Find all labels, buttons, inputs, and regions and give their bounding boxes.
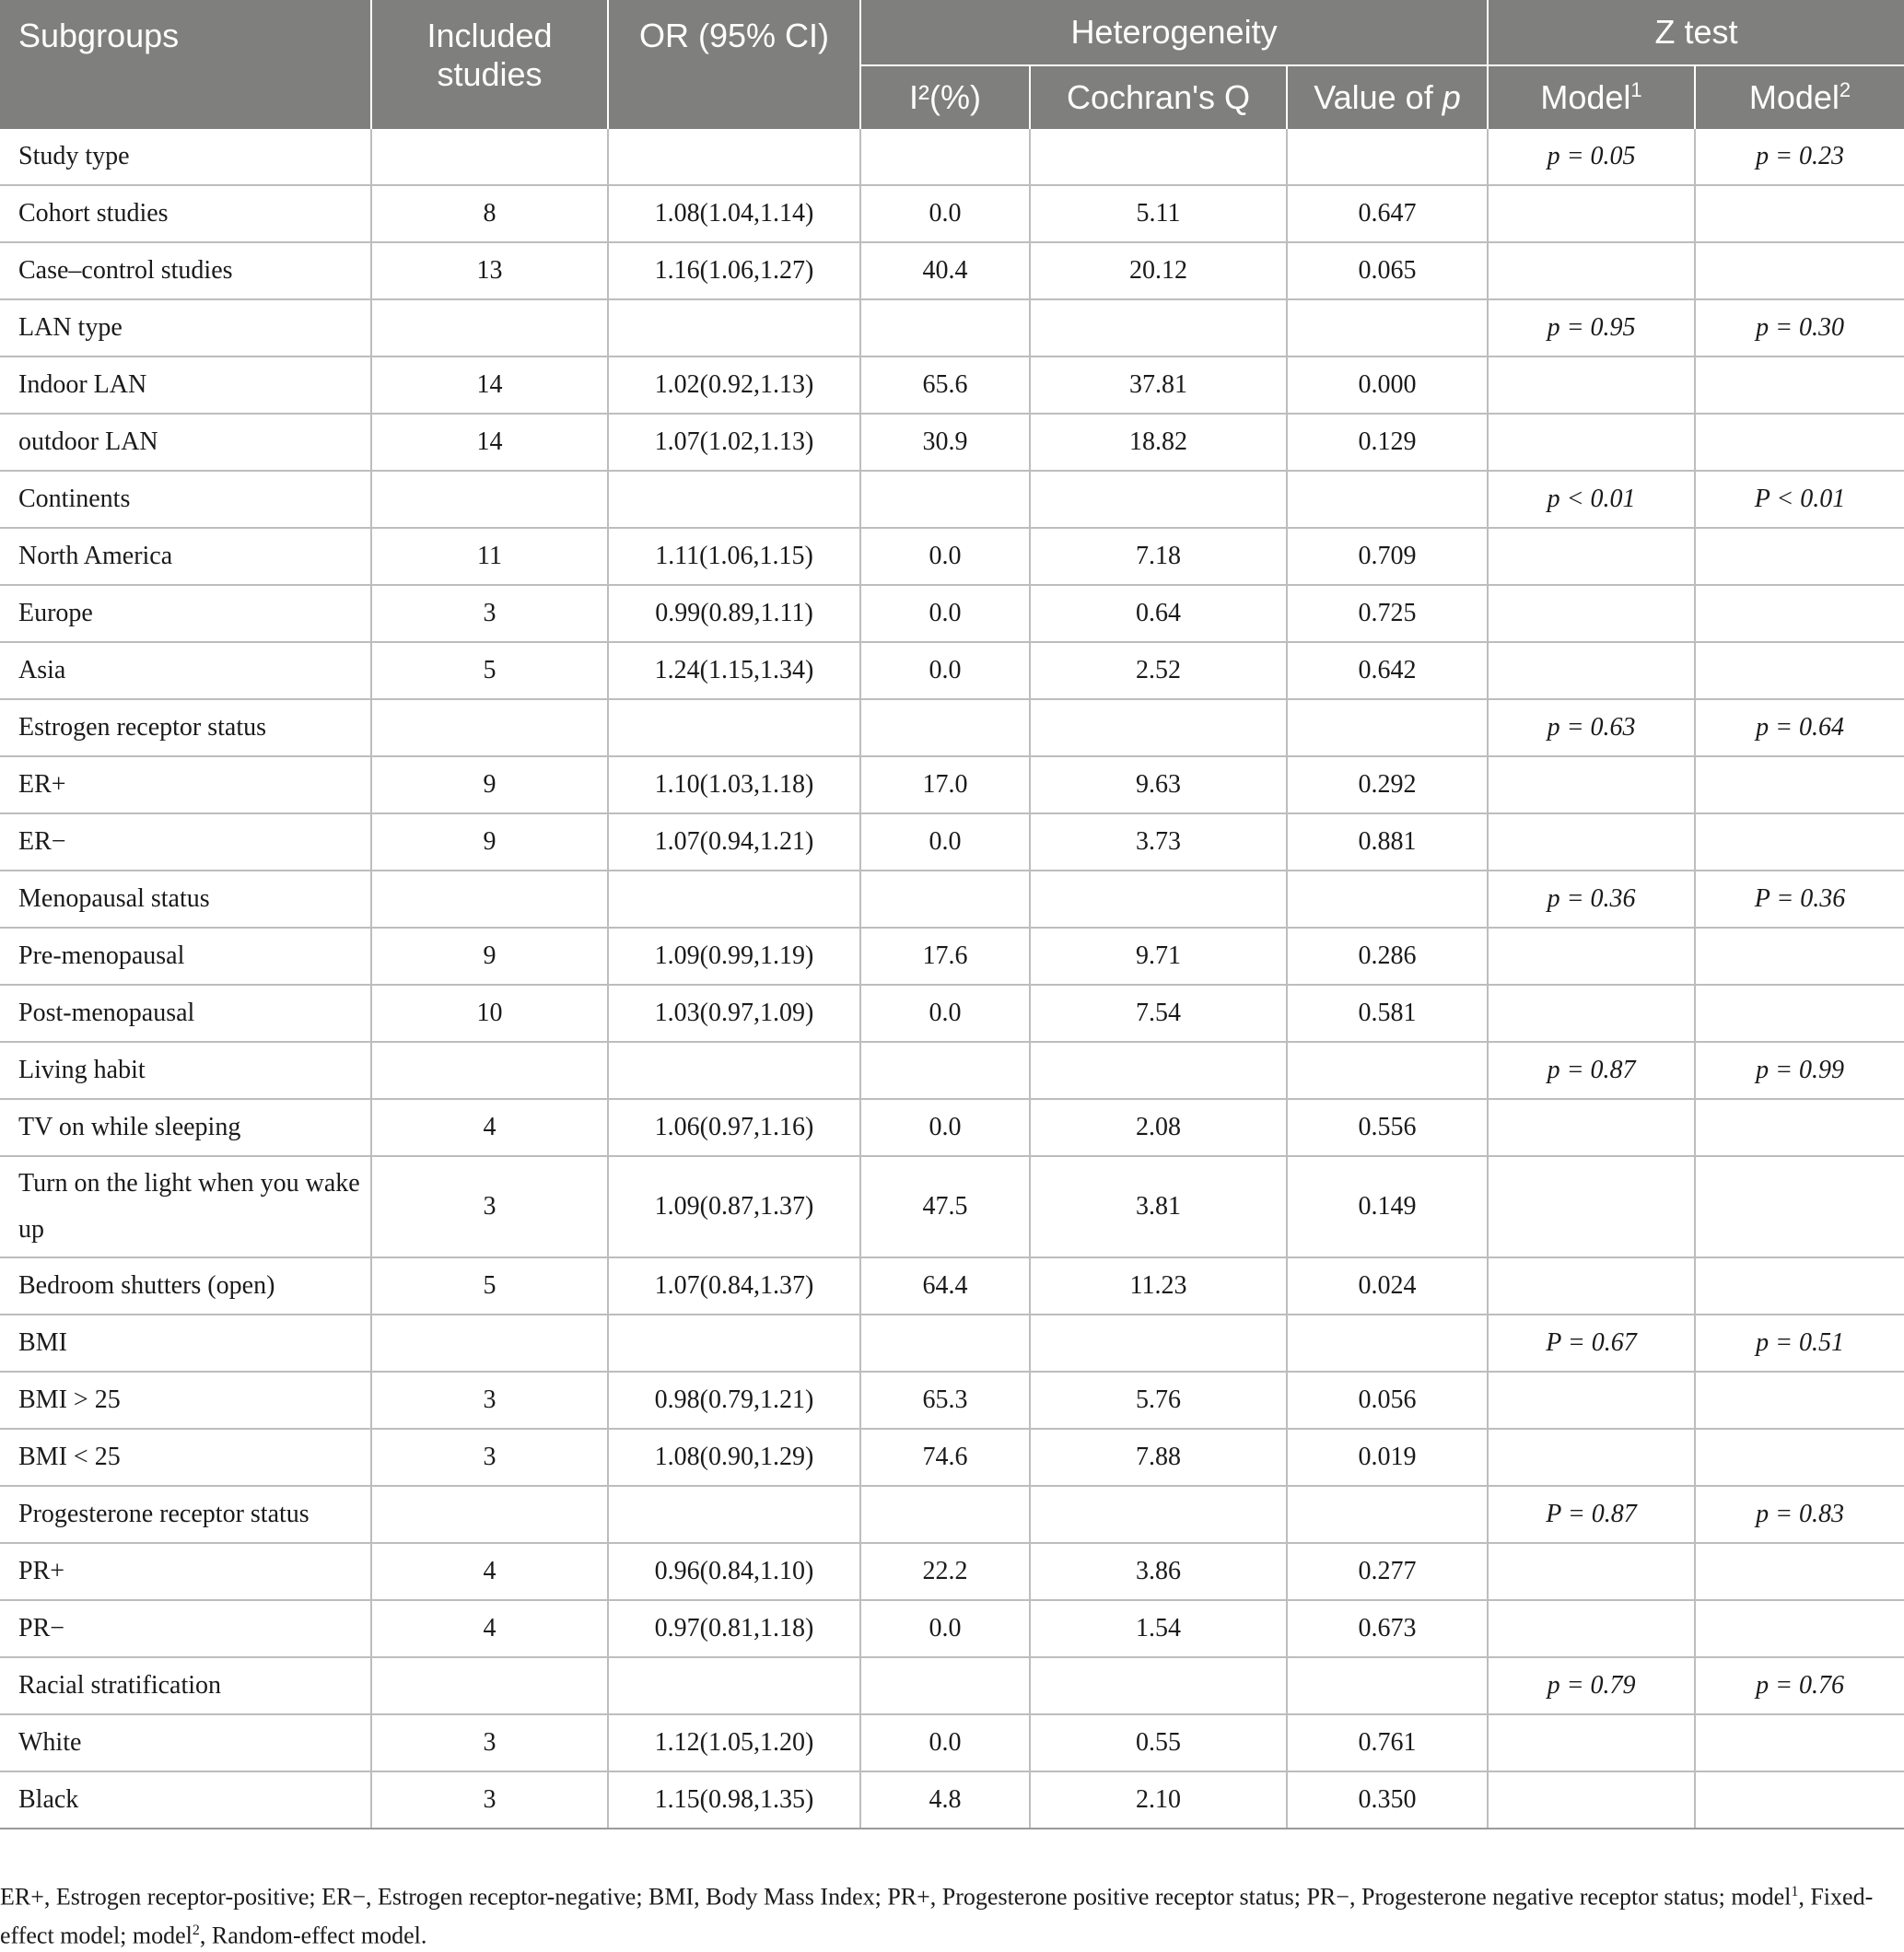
cell-z-model-1: P = 0.87: [1488, 1486, 1695, 1543]
cell-or-ci: 1.07(1.02,1.13): [608, 414, 860, 471]
cell-cochrans-q: 9.63: [1030, 756, 1287, 813]
table-row: [0, 299, 1904, 357]
cell-cochrans-q: 3.86: [1030, 1543, 1287, 1600]
table-row: [0, 928, 1904, 985]
cell-cochrans-q: 2.08: [1030, 1099, 1287, 1156]
cell-cochrans-q: 37.81: [1030, 357, 1287, 414]
table-row: [0, 1429, 1904, 1486]
cell-z-model-2: [1695, 1156, 1904, 1257]
cell-included-studies: 3: [371, 1372, 608, 1429]
table-row: [0, 1315, 1904, 1372]
cell-p-value: [1287, 471, 1488, 528]
cell-p-value: 0.000: [1287, 357, 1488, 414]
table-row: [0, 1486, 1904, 1543]
cell-or-ci: 1.16(1.06,1.27): [608, 242, 860, 299]
cell-z-model-1: p = 0.36: [1488, 871, 1695, 928]
cell-p-value: [1287, 299, 1488, 357]
table-row: [0, 129, 1904, 185]
cell-included-studies: 14: [371, 357, 608, 414]
cell-p-value: [1287, 1486, 1488, 1543]
cell-or-ci: 0.97(0.81,1.18): [608, 1600, 860, 1657]
cell-p-value: 0.277: [1287, 1543, 1488, 1600]
cell-or-ci: 1.08(1.04,1.14): [608, 185, 860, 242]
header-or-ci: OR (95% CI): [608, 0, 860, 129]
cell-p-value: [1287, 1042, 1488, 1099]
cell-p-value: 0.149: [1287, 1156, 1488, 1257]
cell-cochrans-q: [1030, 871, 1287, 928]
cell-included-studies: [371, 1486, 608, 1543]
cell-z-model-1: P = 0.67: [1488, 1315, 1695, 1372]
cell-i2: [860, 1042, 1030, 1099]
cell-subgroup: TV on while sleeping: [0, 1099, 371, 1156]
cell-z-model-2: p = 0.23: [1695, 129, 1904, 185]
cell-or-ci: [608, 1657, 860, 1714]
cell-subgroup: Study type: [0, 129, 371, 185]
cell-i2: 0.0: [860, 813, 1030, 871]
cell-z-model-1: p = 0.79: [1488, 1657, 1695, 1714]
cell-or-ci: [608, 871, 860, 928]
cell-or-ci: [608, 1315, 860, 1372]
cell-or-ci: 1.24(1.15,1.34): [608, 642, 860, 699]
cell-z-model-2: p = 0.76: [1695, 1657, 1904, 1714]
cell-included-studies: 5: [371, 642, 608, 699]
header-model-1-text: Model: [1540, 78, 1631, 116]
cell-included-studies: 4: [371, 1543, 608, 1600]
cell-z-model-2: [1695, 1257, 1904, 1315]
cell-included-studies: [371, 1042, 608, 1099]
cell-p-value: [1287, 129, 1488, 185]
cell-i2: 47.5: [860, 1156, 1030, 1257]
table-row: [0, 1156, 1904, 1257]
cell-z-model-2: p = 0.51: [1695, 1315, 1904, 1372]
cell-subgroup: outdoor LAN: [0, 414, 371, 471]
cell-z-model-2: [1695, 414, 1904, 471]
cell-cochrans-q: [1030, 299, 1287, 357]
cell-subgroup: Living habit: [0, 1042, 371, 1099]
cell-cochrans-q: [1030, 1657, 1287, 1714]
cell-subgroup: Progesterone receptor status: [0, 1486, 371, 1543]
cell-p-value: 0.129: [1287, 414, 1488, 471]
cell-included-studies: 3: [371, 1714, 608, 1771]
cell-z-model-1: [1488, 1257, 1695, 1315]
cell-p-value: [1287, 699, 1488, 756]
cell-included-studies: 3: [371, 1156, 608, 1257]
cell-cochrans-q: 0.55: [1030, 1714, 1287, 1771]
cell-subgroup: Indoor LAN: [0, 357, 371, 414]
cell-subgroup: Europe: [0, 585, 371, 642]
cell-cochrans-q: 7.54: [1030, 985, 1287, 1042]
cell-z-model-2: [1695, 1543, 1904, 1600]
cell-p-value: 0.350: [1287, 1771, 1488, 1829]
cell-i2: 64.4: [860, 1257, 1030, 1315]
cell-z-model-2: [1695, 1099, 1904, 1156]
cell-or-ci: 0.96(0.84,1.10): [608, 1543, 860, 1600]
cell-or-ci: [608, 1486, 860, 1543]
cell-z-model-1: [1488, 928, 1695, 985]
cell-or-ci: 1.03(0.97,1.09): [608, 985, 860, 1042]
cell-cochrans-q: 20.12: [1030, 242, 1287, 299]
cell-cochrans-q: 18.82: [1030, 414, 1287, 471]
cell-z-model-1: p = 0.05: [1488, 129, 1695, 185]
cell-or-ci: 0.99(0.89,1.11): [608, 585, 860, 642]
cell-or-ci: [608, 129, 860, 185]
cell-z-model-1: [1488, 585, 1695, 642]
cell-i2: [860, 1657, 1030, 1714]
cell-p-value: 0.024: [1287, 1257, 1488, 1315]
cell-z-model-2: P = 0.36: [1695, 871, 1904, 928]
cell-z-model-2: p = 0.64: [1695, 699, 1904, 756]
cell-i2: 65.6: [860, 357, 1030, 414]
cell-or-ci: 1.09(0.87,1.37): [608, 1156, 860, 1257]
cell-cochrans-q: 7.18: [1030, 528, 1287, 585]
cell-i2: 0.0: [860, 528, 1030, 585]
cell-subgroup: PR+: [0, 1543, 371, 1600]
cell-subgroup: White: [0, 1714, 371, 1771]
footnote-part3: , Random-effect model.: [199, 1922, 427, 1949]
table-row: [0, 1600, 1904, 1657]
cell-i2: [860, 471, 1030, 528]
footnote-sup1: 1: [1791, 1884, 1799, 1899]
table-row: [0, 1543, 1904, 1600]
header-heterogeneity: Heterogeneity: [860, 0, 1488, 65]
cell-or-ci: 1.10(1.03,1.18): [608, 756, 860, 813]
cell-subgroup: North America: [0, 528, 371, 585]
cell-z-model-1: [1488, 1372, 1695, 1429]
cell-p-value: 0.292: [1287, 756, 1488, 813]
table-row: [0, 699, 1904, 756]
cell-z-model-1: p = 0.95: [1488, 299, 1695, 357]
cell-z-model-1: p = 0.87: [1488, 1042, 1695, 1099]
cell-subgroup: BMI: [0, 1315, 371, 1372]
cell-or-ci: 1.11(1.06,1.15): [608, 528, 860, 585]
cell-i2: [860, 129, 1030, 185]
cell-included-studies: 8: [371, 185, 608, 242]
table-row: [0, 813, 1904, 871]
cell-included-studies: 14: [371, 414, 608, 471]
table-row: [0, 185, 1904, 242]
table-row: [0, 756, 1904, 813]
cell-p-value: 0.761: [1287, 1714, 1488, 1771]
cell-z-model-1: [1488, 985, 1695, 1042]
cell-subgroup: Menopausal status: [0, 871, 371, 928]
cell-subgroup: LAN type: [0, 299, 371, 357]
cell-subgroup: Pre-menopausal: [0, 928, 371, 985]
cell-included-studies: 10: [371, 985, 608, 1042]
cell-included-studies: 9: [371, 756, 608, 813]
cell-z-model-1: [1488, 1543, 1695, 1600]
cell-i2: [860, 299, 1030, 357]
cell-p-value: 0.881: [1287, 813, 1488, 871]
table-row: [0, 642, 1904, 699]
cell-z-model-2: [1695, 357, 1904, 414]
cell-z-model-2: [1695, 185, 1904, 242]
cell-z-model-2: p = 0.30: [1695, 299, 1904, 357]
cell-z-model-2: [1695, 756, 1904, 813]
cell-i2: 0.0: [860, 1600, 1030, 1657]
cell-subgroup: Post-menopausal: [0, 985, 371, 1042]
cell-z-model-1: p < 0.01: [1488, 471, 1695, 528]
cell-z-model-2: P < 0.01: [1695, 471, 1904, 528]
cell-included-studies: [371, 471, 608, 528]
table-footnote: [0, 1876, 1898, 1952]
cell-or-ci: [608, 299, 860, 357]
cell-p-value: [1287, 1315, 1488, 1372]
cell-or-ci: 1.12(1.05,1.20): [608, 1714, 860, 1771]
cell-included-studies: 4: [371, 1099, 608, 1156]
cell-z-model-1: [1488, 242, 1695, 299]
table-body: [0, 129, 1904, 1829]
cell-included-studies: 9: [371, 813, 608, 871]
cell-subgroup: Asia: [0, 642, 371, 699]
table-row: [0, 528, 1904, 585]
cell-i2: 30.9: [860, 414, 1030, 471]
cell-included-studies: 4: [371, 1600, 608, 1657]
cell-p-value: 0.709: [1287, 528, 1488, 585]
cell-cochrans-q: 5.11: [1030, 185, 1287, 242]
cell-z-model-2: p = 0.99: [1695, 1042, 1904, 1099]
cell-cochrans-q: [1030, 1486, 1287, 1543]
cell-subgroup: ER−: [0, 813, 371, 871]
cell-p-value: 0.647: [1287, 185, 1488, 242]
cell-cochrans-q: 1.54: [1030, 1600, 1287, 1657]
cell-p-value: [1287, 1657, 1488, 1714]
cell-z-model-1: [1488, 185, 1695, 242]
cell-z-model-1: [1488, 1429, 1695, 1486]
cell-or-ci: 1.07(0.94,1.21): [608, 813, 860, 871]
table-row: [0, 1257, 1904, 1315]
header-z-test: Z test: [1488, 0, 1904, 65]
header-p-italic: p: [1442, 78, 1461, 116]
cell-z-model-2: [1695, 585, 1904, 642]
cell-included-studies: 3: [371, 1771, 608, 1829]
cell-cochrans-q: 3.81: [1030, 1156, 1287, 1257]
cell-included-studies: 11: [371, 528, 608, 585]
cell-cochrans-q: 7.88: [1030, 1429, 1287, 1486]
cell-or-ci: 1.06(0.97,1.16): [608, 1099, 860, 1156]
cell-p-value: 0.725: [1287, 585, 1488, 642]
footnote-sup2: 2: [192, 1922, 200, 1938]
header-i2: I²(%): [860, 65, 1030, 129]
cell-subgroup: Estrogen receptor status: [0, 699, 371, 756]
cell-p-value: 0.286: [1287, 928, 1488, 985]
cell-cochrans-q: [1030, 699, 1287, 756]
header-model-1-sup: 1: [1630, 78, 1642, 101]
cell-or-ci: [608, 471, 860, 528]
cell-z-model-2: p = 0.83: [1695, 1486, 1904, 1543]
cell-z-model-1: [1488, 357, 1695, 414]
header-model-1: [1488, 65, 1695, 129]
header-model-2-text: Model: [1748, 78, 1840, 116]
cell-cochrans-q: 2.52: [1030, 642, 1287, 699]
cell-i2: 65.3: [860, 1372, 1030, 1429]
header-value-of-text: Value of: [1314, 78, 1433, 116]
cell-subgroup: Cohort studies: [0, 185, 371, 242]
cell-z-model-1: [1488, 1099, 1695, 1156]
cell-subgroup: BMI < 25: [0, 1429, 371, 1486]
cell-p-value: 0.556: [1287, 1099, 1488, 1156]
cell-z-model-2: [1695, 928, 1904, 985]
cell-included-studies: 3: [371, 585, 608, 642]
cell-subgroup: Racial stratification: [0, 1657, 371, 1714]
cell-cochrans-q: 11.23: [1030, 1257, 1287, 1315]
cell-included-studies: [371, 129, 608, 185]
cell-z-model-2: [1695, 1600, 1904, 1657]
cell-i2: 0.0: [860, 642, 1030, 699]
cell-cochrans-q: 9.71: [1030, 928, 1287, 985]
table-row: [0, 1657, 1904, 1714]
cell-z-model-1: [1488, 1600, 1695, 1657]
cell-i2: 0.0: [860, 1714, 1030, 1771]
cell-cochrans-q: 2.10: [1030, 1771, 1287, 1829]
table-row: [0, 871, 1904, 928]
table-row: [0, 1372, 1904, 1429]
cell-subgroup: PR−: [0, 1600, 371, 1657]
table-row: [0, 414, 1904, 471]
cell-i2: [860, 871, 1030, 928]
table-row: [0, 471, 1904, 528]
cell-cochrans-q: [1030, 1042, 1287, 1099]
header-model-2-sup: 2: [1839, 78, 1851, 101]
cell-z-model-1: [1488, 756, 1695, 813]
cell-p-value: 0.065: [1287, 242, 1488, 299]
table-row: [0, 357, 1904, 414]
cell-or-ci: [608, 699, 860, 756]
cell-z-model-2: [1695, 642, 1904, 699]
cell-z-model-1: [1488, 1714, 1695, 1771]
cell-cochrans-q: 0.64: [1030, 585, 1287, 642]
cell-cochrans-q: [1030, 1315, 1287, 1372]
cell-included-studies: [371, 1315, 608, 1372]
table-row: [0, 585, 1904, 642]
cell-z-model-2: [1695, 1372, 1904, 1429]
cell-z-model-1: [1488, 1771, 1695, 1829]
table-row: [0, 1714, 1904, 1771]
cell-i2: 0.0: [860, 585, 1030, 642]
cell-p-value: 0.019: [1287, 1429, 1488, 1486]
cell-i2: 4.8: [860, 1771, 1030, 1829]
table-row: [0, 985, 1904, 1042]
cell-z-model-2: [1695, 528, 1904, 585]
cell-z-model-2: [1695, 985, 1904, 1042]
cell-subgroup: Bedroom shutters (open): [0, 1257, 371, 1315]
cell-subgroup: ER+: [0, 756, 371, 813]
cell-z-model-2: [1695, 1429, 1904, 1486]
cell-included-studies: [371, 1657, 608, 1714]
cell-z-model-1: [1488, 414, 1695, 471]
cell-subgroup: Case–control studies: [0, 242, 371, 299]
table-row: [0, 242, 1904, 299]
cell-i2: 0.0: [860, 1099, 1030, 1156]
cell-or-ci: 0.98(0.79,1.21): [608, 1372, 860, 1429]
cell-z-model-1: [1488, 528, 1695, 585]
cell-i2: [860, 699, 1030, 756]
cell-p-value: [1287, 871, 1488, 928]
cell-included-studies: 9: [371, 928, 608, 985]
cell-included-studies: [371, 871, 608, 928]
cell-included-studies: [371, 699, 608, 756]
header-cochrans-q: Cochran's Q: [1030, 65, 1287, 129]
cell-subgroup: Black: [0, 1771, 371, 1829]
cell-i2: 17.0: [860, 756, 1030, 813]
table-row: [0, 1042, 1904, 1099]
cell-p-value: 0.642: [1287, 642, 1488, 699]
table-header: [0, 0, 1904, 129]
cell-or-ci: 1.02(0.92,1.13): [608, 357, 860, 414]
cell-i2: 22.2: [860, 1543, 1030, 1600]
cell-z-model-1: [1488, 813, 1695, 871]
cell-cochrans-q: 5.76: [1030, 1372, 1287, 1429]
cell-i2: 74.6: [860, 1429, 1030, 1486]
cell-included-studies: 5: [371, 1257, 608, 1315]
cell-or-ci: [608, 1042, 860, 1099]
table-row: [0, 1771, 1904, 1829]
cell-p-value: 0.581: [1287, 985, 1488, 1042]
cell-i2: [860, 1486, 1030, 1543]
cell-z-model-2: [1695, 242, 1904, 299]
cell-z-model-2: [1695, 813, 1904, 871]
cell-or-ci: 1.15(0.98,1.35): [608, 1771, 860, 1829]
cell-included-studies: 3: [371, 1429, 608, 1486]
cell-subgroup: Turn on the light when you wake up: [0, 1156, 371, 1257]
cell-i2: [860, 1315, 1030, 1372]
cell-z-model-1: [1488, 1156, 1695, 1257]
cell-included-studies: 13: [371, 242, 608, 299]
cell-z-model-2: [1695, 1714, 1904, 1771]
cell-or-ci: 1.08(0.90,1.29): [608, 1429, 860, 1486]
cell-cochrans-q: [1030, 471, 1287, 528]
cell-i2: 40.4: [860, 242, 1030, 299]
cell-p-value: 0.673: [1287, 1600, 1488, 1657]
cell-i2: 17.6: [860, 928, 1030, 985]
cell-cochrans-q: [1030, 129, 1287, 185]
header-value-of-p: [1287, 65, 1488, 129]
footnote-part1: ER+, Estrogen receptor-positive; ER−, Estrogen receptor-negative; BMI, Body Mass Index; PR+, Progesterone positive receptor status; PR−, Progesterone negative receptor status; model: [0, 1883, 1792, 1911]
cell-subgroup: Continents: [0, 471, 371, 528]
cell-i2: 0.0: [860, 185, 1030, 242]
cell-cochrans-q: 3.73: [1030, 813, 1287, 871]
cell-or-ci: 1.09(0.99,1.19): [608, 928, 860, 985]
cell-included-studies: [371, 299, 608, 357]
cell-z-model-1: [1488, 642, 1695, 699]
cell-p-value: 0.056: [1287, 1372, 1488, 1429]
footnote-part2: , Fixed-effect model; model: [0, 1883, 1874, 1949]
table-row: [0, 1099, 1904, 1156]
cell-i2: 0.0: [860, 985, 1030, 1042]
cell-subgroup: BMI > 25: [0, 1372, 371, 1429]
cell-z-model-1: p = 0.63: [1488, 699, 1695, 756]
header-model-2: [1695, 65, 1904, 129]
cell-or-ci: 1.07(0.84,1.37): [608, 1257, 860, 1315]
header-subgroups: Subgroups: [0, 0, 371, 129]
header-included-studies: Included studies: [371, 0, 608, 129]
cell-z-model-2: [1695, 1771, 1904, 1829]
